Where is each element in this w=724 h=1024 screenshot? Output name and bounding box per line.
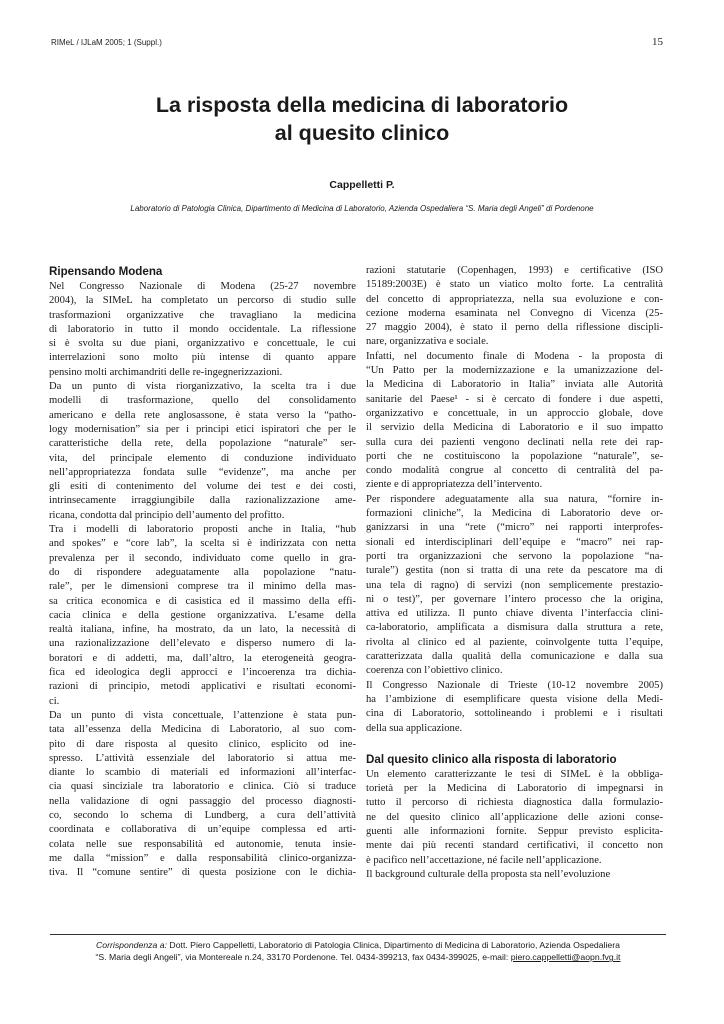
article-title (60, 91, 664, 147)
email-link[interactable]: piero.cappelletti@aopn.fvg.it (510, 952, 621, 963)
text-line: ganizzarsi in una “rete (“micro” nei rapporti interprofes- (366, 522, 663, 534)
text-line: Nel Congresso Nazionale di Modena (25-27 novembre (49, 281, 356, 292)
text-line: tiva. Il “comune sentire” di questa posizione con le dichia- (49, 867, 356, 879)
text-line: si è svolta su due piani, organizzativo e concettuale, le cui (49, 338, 356, 350)
section-spacer (366, 736, 663, 752)
text-line: spresso. L’attività essenziale del laboratorio si attua me- (49, 752, 356, 764)
text-line: prevalenza per il secondo, individuato come quello in gra- (49, 552, 356, 564)
text-line: la Medicina di Laboratorio in Italia” inviata alle Autorità (366, 379, 663, 391)
text-line: 15189:2003E) è stato un viatico molto forte. La centralità (366, 279, 663, 291)
text-line: porti che ne costituiscono la popolazione “naturale”, se- (366, 450, 663, 462)
text-line: Da un punto di vista concettuale, l’attenzione è stata pun- (49, 709, 356, 721)
text-line: una razionalizzazione dell’elevato e disperso numero di la- (49, 638, 356, 650)
text-line: realtà italiana, infine, ha mostrato, da un lato, la necessità di (49, 624, 356, 636)
article-title-line: al quesito clinico (274, 121, 450, 145)
text-line: nell’appropriatezza fondata sulle “evidenze”, ma anche per (49, 466, 356, 478)
correspondence-text: “S. Maria degli Angeli”, via Montereale n.24, 33170 Pordenone. Tel. 0434-399213, fax 0434-399025, e-mail: (95, 952, 511, 963)
footer-divider (50, 934, 666, 935)
section-heading: Dal quesito clinico alla risposta di laboratorio (366, 752, 617, 766)
text-line: pensino molti archimandriti delle re-ingegnerizzazioni. (49, 366, 283, 378)
correspondence-line (50, 939, 666, 951)
text-line: del concetto di appropriatezza, nella sua evoluzione e con- (366, 293, 663, 305)
text-line: attiva ed utilizza. Il punto chiave diventa l’interfaccia clini- (366, 608, 663, 620)
text-line: ni o test)”, per governare l’intero processo che la origina, (366, 593, 663, 605)
text-line: me dalla “mission” e dalla responsabilità clinico-organizza- (49, 852, 356, 864)
text-line: 2004), la SIMeL ha completato un percorso di studio sulle (49, 295, 356, 307)
correspondence-line (50, 951, 666, 963)
correspondence-label: Corrispondenza a: (96, 940, 167, 950)
article-author: Cappelletti P. (329, 179, 395, 191)
text-line: Per rispondere adeguatamente alla sua natura, “fornire in- (366, 493, 663, 505)
text-line: condo modalità congrue al concetto di centralità del pa- (366, 465, 663, 477)
text-line: nella validazione di ogni passaggio del processo diagnosti- (49, 795, 356, 807)
text-line: Tra i modelli di laboratorio proposti anche in Italia, “hub (49, 524, 356, 536)
text-line: rivolta al clinico ed al paziente, coinvolgente tutta l’equipe, (366, 636, 663, 648)
text-line: nare, organizzativa e sociale. (366, 336, 489, 348)
text-line: pito di dare risposta al quesito clinico, esplicito od ine- (49, 738, 356, 750)
text-line: and spokes” e “core lab”, la scelta si è indirizzata con netta (49, 538, 356, 550)
text-line: sa critica economica e di casistica ed il massimo della effi- (49, 595, 356, 607)
text-line: cacia clinica e della gestione organizzativa. L’esame della (49, 609, 356, 621)
text-line: boratori e di addetti, ma, dall’altro, la eterogeneità geogra- (49, 652, 356, 664)
text-line: è pacifico nell’accettazione, né facile nell’applicazione. (366, 854, 602, 866)
text-line: cezione moderna esaminata nel Convegno di Vicenza (25- (366, 307, 663, 319)
running-header-journal: RIMeL / IJLaM 2005; 1 (Suppl.) (51, 38, 162, 47)
text-line: di laboratorio in tutto il mondo occidentale. La riflessione (49, 323, 356, 335)
text-line: Il Congresso Nazionale di Trieste (10-12 novembre 2005) (366, 679, 663, 691)
text-line: co, secondo lo schema di Lundberg, a cura dell’attività (49, 809, 356, 821)
text-line: razioni di principio, metodi applicativi e risultati economi- (49, 681, 356, 693)
text-line: “Un Patto per la modernizzazione e la umanizzazione del- (366, 365, 663, 377)
text-line: trasformazioni organizzative che travagliano la medicina (49, 309, 356, 321)
section-heading: Ripensando Modena (49, 265, 163, 278)
text-line: porti tra organizzazioni che servono la popolazione “na- (366, 550, 663, 562)
text-line: torietà per la Medicina di Laboratorio di impegnarsi in (366, 783, 663, 795)
text-line: logy modernisation” sia per i principi etici ispiratori che per le (49, 423, 356, 435)
text-line: intrinsecamente irraggiungibile dalla razionalizzazione ame- (49, 495, 356, 507)
text-line: Il background culturale della proposta sta nell’evoluzione (366, 868, 611, 880)
correspondence-footnote (50, 939, 666, 963)
text-line: Infatti, nel documento finale di Modena - la proposta di (366, 350, 663, 362)
text-line: diante lo scambio di materiali ed informazioni all’interfac- (49, 767, 356, 779)
text-line: rale”, per le dimensioni comprese tra il minimo della mas- (49, 581, 356, 593)
text-line: colata nelle sue responsabilità ed autonomie, tenuta insie- (49, 838, 356, 850)
text-line: guenti alle informazioni fornite. Seppur previsto esplicita- (366, 825, 663, 837)
text-line: tata all’essenza della Medicina di Laboratorio, al suo com- (49, 724, 356, 736)
text-line: il servizio della Medicina di Laboratorio e il suo impatto (366, 422, 663, 434)
text-line: do di rispondere adeguatamente alla popolazione “natu- (49, 566, 356, 578)
text-line: caratteristiche della rete, della popolazione “naturale” ser- (49, 438, 356, 450)
text-line: tutto il percorso di richiesta diagnostica dalla formulazio- (366, 797, 663, 809)
text-line: modelli di trasformazione, quello del consolidamento (49, 395, 356, 407)
text-line: ziente e di appropriatezza dell’intervento. (366, 479, 543, 491)
text-line: Un elemento caratterizzante le tesi di SIMeL è la obbliga- (366, 768, 663, 780)
body-column-right (366, 264, 663, 882)
text-line: vita, del principale elemento di conduzione individuato (49, 452, 356, 464)
page-number: 15 (652, 36, 663, 48)
author-affiliation: Laboratorio di Patologia Clinica, Dipartimento di Medicina di Laboratorio, Azienda Ospedaliera “S. Maria degli Angeli” di Pordenone (130, 204, 594, 213)
text-line: una tela di ragno) di servizi (non semplicemente prestazio- (366, 579, 663, 591)
text-line: sionali ed interdisciplinari dell’equipe e “macro” nei rap- (366, 536, 663, 548)
text-line: turale”) gestita (non si tratta di una rete da pescatore ma di (366, 565, 663, 577)
text-line: razioni statutarie (Copenhagen, 1993) e certificative (ISO (366, 265, 663, 276)
text-line: Da un punto di vista riorganizzativo, la scelta tra i due (49, 381, 356, 393)
text-line: interrelazioni sono molto più intense di quanto appare (49, 352, 356, 364)
text-line: formazioni cliniche”, la Medicina di Laboratorio deve or- (366, 508, 663, 520)
text-line: ha l’ambizione di esemplificare questa visione della Medi- (366, 693, 663, 705)
article-title-line: La risposta della medicina di laboratorio (155, 93, 569, 117)
text-line: coerenza con l’obiettivo clinico. (366, 665, 503, 677)
text-line: ne del quesito clinico all’applicazione delle azioni conse- (366, 811, 663, 823)
text-line: della sua applicazione. (366, 722, 463, 734)
text-line: organizzativo e concettuale, in un approccio globale, dove (366, 407, 663, 419)
text-line: ca-laboratorio, amplificata a dismisura dalla struttura a rete, (366, 622, 663, 634)
text-line: sanitarie del Paese¹ - si è cercato di fondere i due aspetti, (366, 393, 663, 405)
text-line: gli esiti di contenimento del volume dei test e dei costi, (49, 481, 356, 493)
text-line: ricana, condotta dal principio dell’aumento del profitto. (49, 509, 285, 521)
text-line: americano e della rete anglosassone, è stata verso la “patho- (49, 409, 356, 421)
body-column-left (49, 264, 356, 880)
text-line: fica ed ideologica degli approcci e l’incoerenza tra dichia- (49, 667, 356, 679)
text-line: sulla cura dei pazienti vengono declinati nella rete dei rap- (366, 436, 663, 448)
text-line: 27 maggio 2004), è stato il perno della riflessione discipli- (366, 322, 663, 334)
text-line: mente dai più recenti standard certificativi, il concetto non (366, 840, 663, 852)
text-line: cia quasi sinciziale tra laboratorio e clinica. Ciò si traduce (49, 781, 356, 793)
text-line: cina di Laboratorio, sottolineando i problemi e i risultati (366, 708, 663, 720)
text-line: ci. (49, 695, 60, 707)
correspondence-text: Dott. Piero Cappelletti, Laboratorio di Patologia Clinica, Dipartimento di Medicina di Laboratorio, Azienda Ospedaliera (169, 940, 620, 950)
text-line: coordinata e collaborativa di un’equipe complessa ed arti- (49, 824, 356, 836)
text-line: caratterizzata dalla qualità della comunicazione e dalla sua (366, 651, 663, 663)
